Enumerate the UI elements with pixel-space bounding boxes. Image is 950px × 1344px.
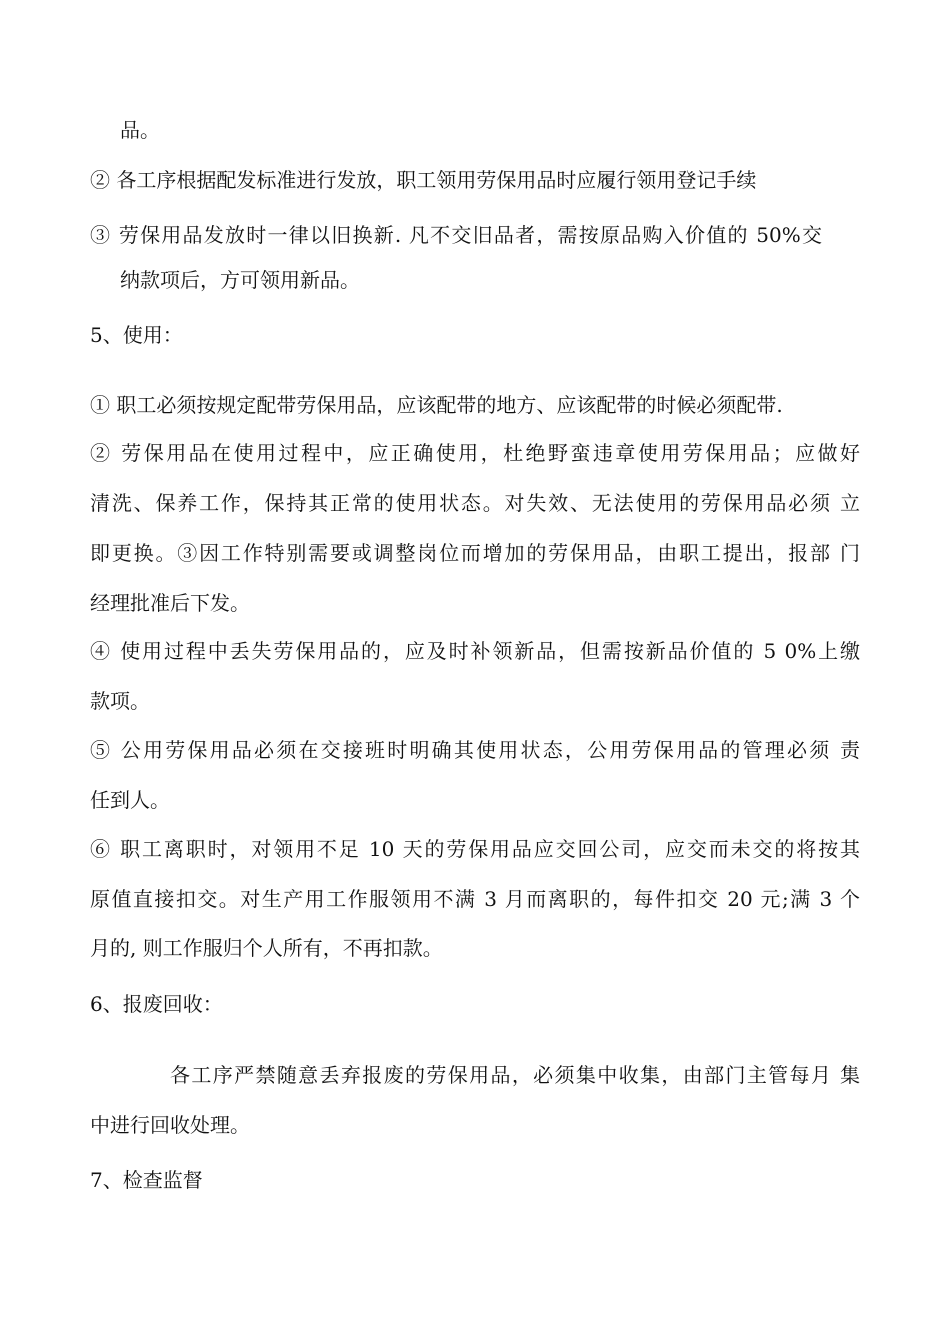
text-line-15: ⑥ 职工离职时，对领用不足 10 天的劳保用品应交回公司，应交而未交的将按其 xyxy=(90,837,860,861)
text-line-10: 经理批准后下发。 xyxy=(90,591,250,615)
text-line-11: ④ 使用过程中丢失劳保用品的，应及时补领新品，但需按新品价值的 5 0%上缴 xyxy=(90,639,860,663)
text-line-14: 任到人。 xyxy=(90,788,170,812)
text-line-9: 即更换。③因工作特别需要或调整岗位而增加的劳保用品，由职工提出，报部 门 xyxy=(90,541,860,565)
section-heading-7: 7、检查监督 xyxy=(90,1168,203,1192)
text-line-3: ③ 劳保用品发放时一律以旧换新. 凡不交旧品者，需按原品购入价值的 50%交 xyxy=(90,223,822,247)
text-line-13: ⑤ 公用劳保用品必须在交接班时明确其使用状态，公用劳保用品的管理必须 责 xyxy=(90,738,860,762)
text-line-16: 原值直接扣交。对生产用工作服领用不满 3 月而离职的，每件扣交 20 元;满 3 个 xyxy=(90,887,860,911)
text-line-20: 中进行回收处理。 xyxy=(90,1113,250,1137)
text-line-19: 各工序严禁随意丢弃报废的劳保用品，必须集中收集，由部门主管每月 集 xyxy=(170,1063,860,1087)
text-line-17: 月的, 则工作服归个人所有，不再扣款。 xyxy=(90,936,443,960)
text-line-12: 款项。 xyxy=(90,689,150,713)
text-line-7: ② 劳保用品在使用过程中，应正确使用，杜绝野蛮违章使用劳保用品；应做好 xyxy=(90,441,860,465)
text-line-8: 清洗、保养工作，保持其正常的使用状态。对失效、无法使用的劳保用品必须 立 xyxy=(90,491,860,515)
section-heading-5: 5、使用： xyxy=(90,323,183,347)
section-heading-6: 6、报废回收： xyxy=(90,992,223,1016)
text-line-1: 品。 xyxy=(120,118,160,142)
text-line-4: 纳款项后，方可领用新品。 xyxy=(120,268,360,292)
text-line-6: ① 职工必须按规定配带劳保用品，应该配带的地方、应该配带的时候必须配带. xyxy=(90,393,783,417)
text-line-2: ② 各工序根据配发标准进行发放，职工领用劳保用品时应履行领用登记手续 xyxy=(90,168,757,192)
